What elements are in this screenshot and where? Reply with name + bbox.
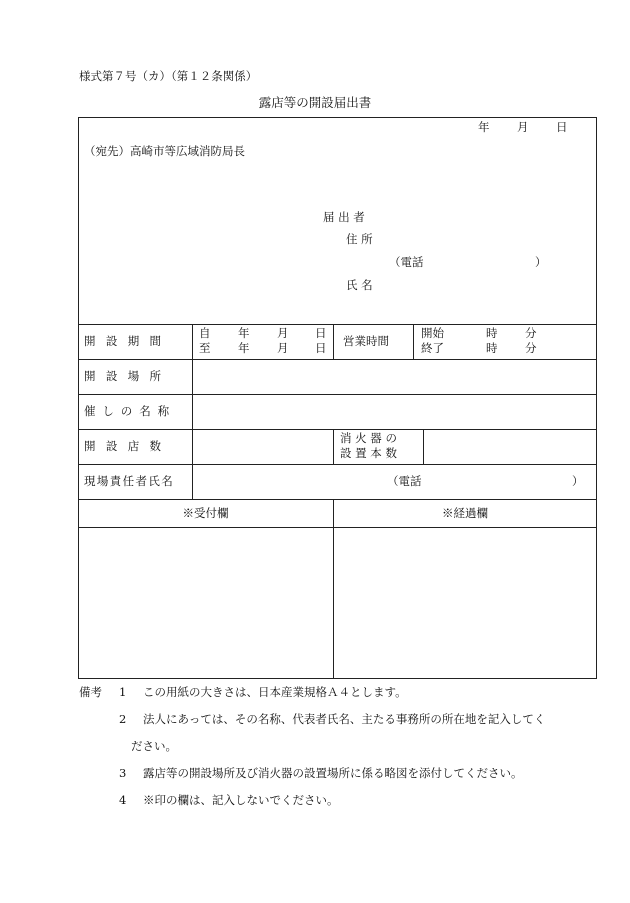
note-2-text-continued: ださい。	[131, 739, 177, 753]
period-to-day: 日	[315, 341, 327, 355]
stores-label: 開設店数	[84, 439, 172, 453]
extinguisher-label-line1: 消 火 器 の	[340, 431, 397, 445]
applicant-heading: 届 出 者	[323, 210, 365, 224]
note-2-number: 2	[119, 712, 127, 726]
rule-hours-label-end	[413, 324, 414, 359]
notes-heading: 備考	[79, 685, 102, 699]
supervisor-phone-close: ）	[572, 474, 584, 488]
form-title: 露店等の開設届出書	[258, 95, 372, 110]
date-year: 年	[478, 120, 490, 134]
event-name-label: 催しの名称	[84, 404, 176, 418]
applicant-name-label: 氏 名	[346, 278, 373, 292]
hours-end-hour: 時	[486, 341, 498, 355]
rule-top-section	[78, 324, 597, 325]
period-from-year: 年	[238, 326, 250, 340]
rule-row2	[78, 394, 597, 395]
period-from-month: 月	[277, 326, 289, 340]
date-month: 月	[517, 120, 529, 134]
hours-start-minute: 分	[525, 326, 537, 340]
addressee: （宛先）高崎市等広域消防局長	[84, 144, 245, 158]
supervisor-label: 現場責任者氏名	[84, 474, 175, 488]
hours-end-minute: 分	[525, 341, 537, 355]
note-1-number: 1	[119, 685, 127, 699]
reception-label: ※受付欄	[182, 506, 229, 520]
form-number: 様式第７号（カ）（第１２条関係）	[79, 69, 258, 83]
rule-row4	[78, 464, 597, 465]
rule-row3	[78, 429, 597, 430]
form-frame	[78, 117, 597, 679]
note-3-text: 露店等の開設場所及び消火器の設置場所に係る略図を添付してください。	[143, 766, 523, 780]
hours-end: 終了	[421, 341, 444, 355]
note-1-text: この用紙の大きさは、日本産業規格Ａ４とします。	[143, 685, 407, 699]
note-3-number: 3	[119, 766, 127, 780]
rule-stores-end	[333, 429, 334, 464]
applicant-address-label: 住 所	[346, 232, 373, 246]
rule-period-end	[333, 324, 334, 359]
hours-start-hour: 時	[486, 326, 498, 340]
period-from: 自	[199, 326, 211, 340]
rule-extinguisher-label-end	[423, 429, 424, 464]
note-4-number: 4	[119, 793, 127, 807]
applicant-phone-close: ）	[535, 255, 547, 269]
rule-bottom-split	[333, 499, 334, 679]
note-2-text: 法人にあっては、その名称、代表者氏名、主たる事務所の所在地を記入してく	[143, 712, 546, 726]
rule-label-column	[192, 324, 193, 499]
note-4-text: ※印の欄は、記入しないでください。	[143, 793, 339, 807]
applicant-phone-open: （電話	[389, 255, 424, 269]
date-day: 日	[556, 120, 568, 134]
period-from-day: 日	[315, 326, 327, 340]
progress-label: ※経過欄	[442, 506, 488, 520]
rule-row5	[78, 499, 597, 500]
hours-label: 営業時間	[343, 334, 389, 348]
rule-row6	[78, 527, 597, 528]
supervisor-phone-open: （電話	[387, 474, 422, 488]
period-label: 開設期間	[84, 334, 172, 348]
hours-start: 開始	[421, 326, 444, 340]
period-to-year: 年	[238, 341, 250, 355]
extinguisher-label-line2: 設 置 本 数	[340, 446, 397, 460]
location-label: 開設場所	[84, 369, 172, 383]
period-to: 至	[199, 341, 211, 355]
rule-row1	[78, 359, 597, 360]
period-to-month: 月	[277, 341, 289, 355]
